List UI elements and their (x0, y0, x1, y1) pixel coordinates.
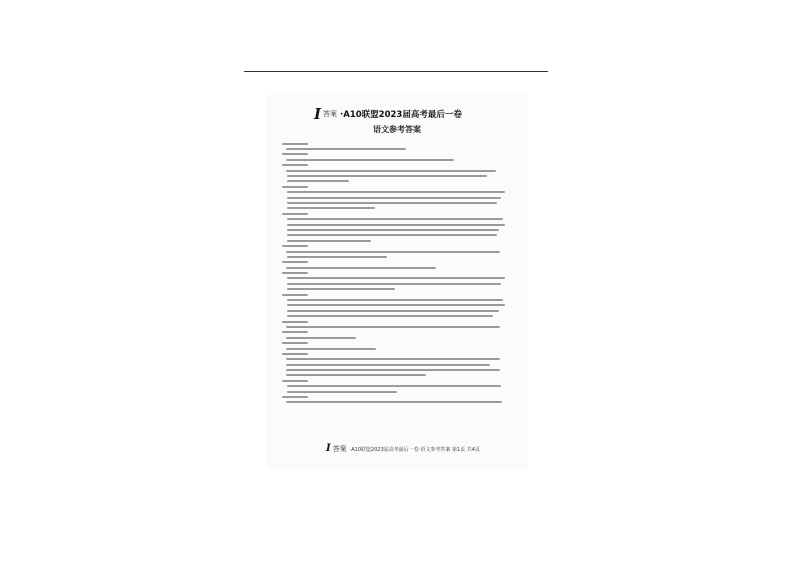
text-line-bar (286, 364, 490, 366)
footer-logo-mark: I (326, 443, 331, 454)
text-line-bar (287, 218, 503, 220)
text-line-bar (286, 251, 500, 253)
text-line-bar (287, 304, 505, 306)
text-line-bar (287, 315, 493, 317)
text-line-bar (287, 202, 497, 204)
text-line-bar (282, 353, 308, 355)
text-line-bar (286, 358, 500, 360)
text-line-bar (287, 310, 499, 312)
text-line-bar (286, 369, 500, 371)
text-line-bar (287, 299, 503, 301)
text-line-bar (287, 207, 375, 209)
text-line-bar (282, 396, 308, 398)
text-line-bar (287, 229, 499, 231)
text-line-bar (286, 348, 376, 350)
text-line-bar (287, 180, 349, 182)
text-line-bar (286, 374, 426, 376)
text-line-bar (287, 283, 501, 285)
text-line-bar (282, 294, 308, 296)
text-line-bar (287, 175, 487, 177)
text-line-bar (282, 164, 308, 166)
answer-body (282, 141, 508, 405)
footer-page-info: ·A10联盟2023届高考最后一卷·语文参考答案 第1页 共4页 (349, 446, 480, 453)
text-line-bar (286, 401, 502, 403)
text-line-bar (286, 148, 406, 150)
text-line-bar (287, 391, 397, 393)
text-line-bar (282, 143, 308, 145)
text-line-bar (282, 342, 308, 344)
text-line-bar (287, 234, 497, 236)
page-footer (326, 444, 506, 454)
brand-logo-word: 答案 (323, 110, 338, 118)
brand-logo-mark: I (314, 105, 322, 123)
text-line-bar (282, 380, 308, 382)
text-line-bar (282, 186, 308, 188)
text-line-bar (282, 272, 308, 274)
text-line-bar (287, 385, 501, 387)
text-line-bar (282, 245, 308, 247)
text-line-bar (287, 191, 505, 193)
page-title: ·A10联盟2023届高考最后一卷 (340, 110, 462, 120)
text-line-bar (282, 321, 308, 323)
text-line-bar (286, 326, 500, 328)
text-line-bar (286, 337, 356, 339)
text-line-bar (287, 240, 371, 242)
page-subtitle: 语文参考答案 (373, 125, 421, 134)
text-line-bar (287, 256, 387, 258)
text-line-bar (282, 331, 308, 333)
text-line-bar (287, 224, 505, 226)
text-line-bar (286, 267, 436, 269)
text-line-bar (282, 153, 308, 155)
text-line-bar (282, 261, 308, 263)
answer-sheet-page (268, 96, 526, 468)
footer-logo-word: 答案 (332, 445, 347, 453)
text-line-bar (287, 277, 505, 279)
page-header (314, 107, 514, 121)
text-line-bar (282, 213, 308, 215)
top-divider-line (244, 71, 548, 72)
text-line-bar (287, 197, 501, 199)
text-line-bar (286, 159, 454, 161)
text-line-bar (287, 288, 395, 290)
answer-text-line (282, 400, 508, 405)
text-line-bar (286, 170, 496, 172)
